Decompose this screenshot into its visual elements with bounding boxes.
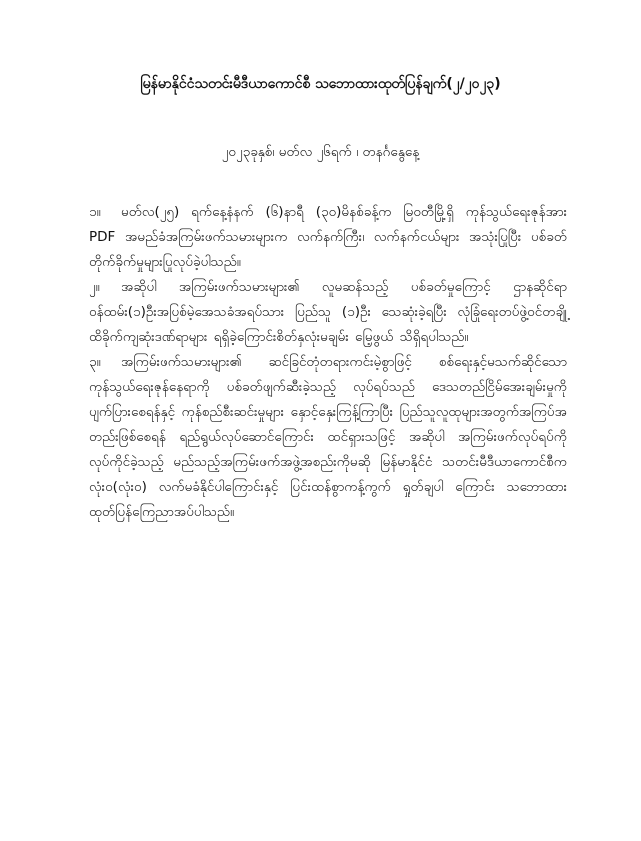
paragraph-1	[89, 200, 567, 275]
document-date: ၂၀၂၃ခုနှစ်၊ မတ်လ ၂၆ရက် ၊ တနင်္ဂနွေနေ့	[221, 144, 420, 160]
paragraph-text: မတ်လ(၂၅) ရက်နေ့နံနက် (၆)နာရီ (၃၀)မိနစ်ခန့်က မြဝတီမြို့ရှိ ကုန်သွယ်ရေးဇုန်အား PDF အမည်ခံအကြမ်းဖက်သမားများက လက်နက်ကြီး၊ လက်နက်ငယ်များ အသုံးပြုပြီး ပစ်ခတ်တိုက်ခိုက်မှုများပြုလုပ်ခဲ့ပါသည်။	[89, 204, 567, 270]
paragraph-2	[89, 275, 567, 350]
document-title: မြန်မာနိုင်ငံသတင်းမီဒီယာကောင်စီ သဘောထားထုတ်ပြန်ချက်(၂/၂၀၂၃)	[140, 76, 501, 92]
document-body	[89, 200, 567, 525]
paragraph-text: အဆိုပါ အကြမ်းဖက်သမားများ၏ လူမဆန်သည့် ပစ်ခတ်မှုကြောင့် ဌာနဆိုင်ရာဝန်ထမ်း(၁)ဦးအပြစ်မဲ့အေသခံအရပ်သား ပြည်သူ (၁)ဦး သေဆုံးခဲ့ရပြီး လုံခြုံရေးတပ်ဖွဲ့ဝင်တချို့ ထိခိုက်ကျဆုံးဒဏ်ရာများ ရရှိခဲ့ကြောင်းစိတ်နှလုံးမချမ်း မြေ့ဖွယ် သိရှိရပါသည်။	[89, 279, 567, 345]
paragraph-number: ၃။	[89, 354, 101, 370]
paragraph-number: ၂။	[89, 279, 100, 295]
paragraph-number: ၁။	[89, 204, 101, 220]
paragraph-text: အကြမ်းဖက်သမားများ၏ ဆင်ခြင်တုံတရားကင်းမဲ့စွာဖြင့် စစ်ရေးနှင့်မသက်ဆိုင်သော ကုန်သွယ်ရေးဇုန်နေရာကို ပစ်ခတ်ဖျက်ဆီးခဲ့သည့် လုပ်ရပ်သည် ဒေသတည်ငြိမ်အေးချမ်းမှုကိုပျက်ပြားစေရန်နှင့် ကုန်စည်စီးဆင်းမှုများ နှောင့်နှေးကြန့်ကြာပြီး ပြည်သူလူထုများအတွက်အကြပ်အတည်းဖြစ်စေရန် ရည်ရွယ်လုပ်ဆောင်ကြောင်း ထင်ရှားသဖြင့် အဆိုပါ အကြမ်းဖက်လုပ်ရပ်ကို လုပ်ကိုင်ခဲ့သည့် မည်သည့်အကြမ်းဖက်အဖွဲ့အစည်းကိုမဆို မြန်မာနိုင်ငံ သတင်းမီဒီယာကောင်စီက လုံး၀(လုံး၀) လက်မခံနိုင်ပါကြောင်းနှင့် ပြင်းထန်စွာကန့်ကွက် ရှုတ်ချပါ ကြောင်း သဘောထားထုတ်ပြန်ကြေညာအပ်ပါသည်။	[89, 354, 567, 520]
paragraph-3	[89, 350, 567, 525]
